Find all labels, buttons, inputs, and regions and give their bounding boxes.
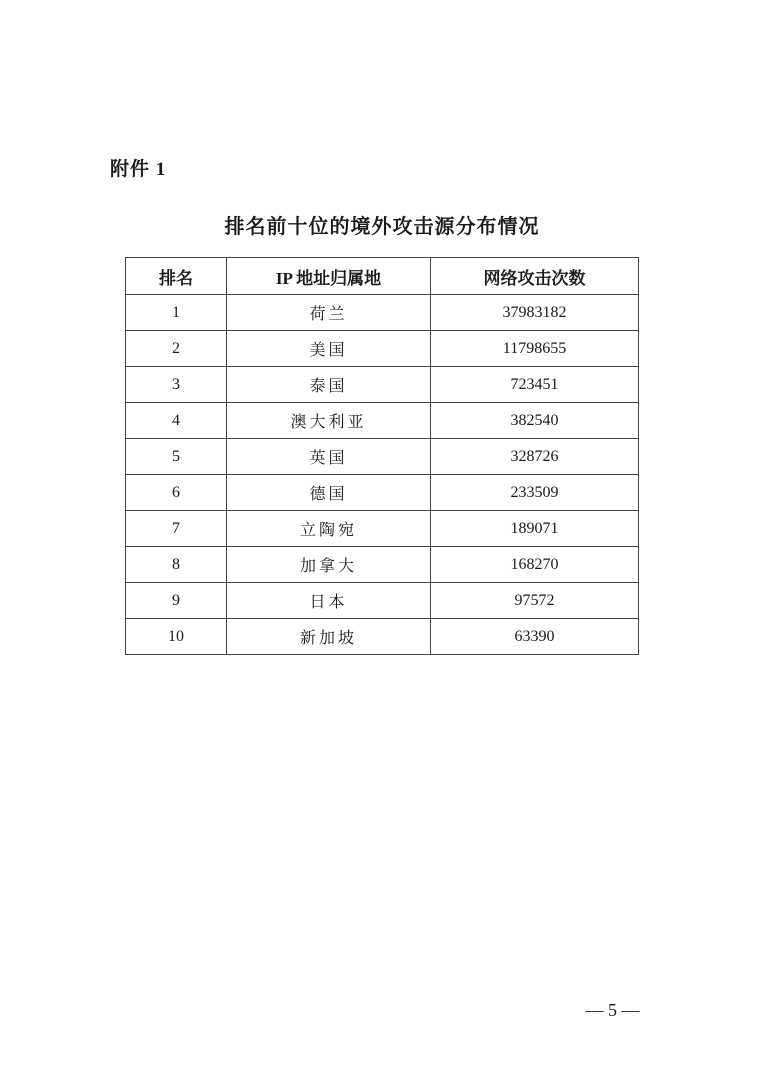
count-cell: 723451 [431, 367, 639, 403]
rank-cell: 9 [126, 583, 227, 619]
page-number: — 5 — [585, 1000, 640, 1020]
header-rank: 排名 [126, 258, 227, 295]
rank-cell: 3 [126, 367, 227, 403]
location-cell: 泰国 [227, 367, 431, 403]
table-row [126, 403, 639, 439]
table-row [126, 367, 639, 403]
rank-cell: 5 [126, 439, 227, 475]
count-cell: 233509 [431, 475, 639, 511]
count-cell: 168270 [431, 547, 639, 583]
rank-cell: 8 [126, 547, 227, 583]
location-cell: 新加坡 [227, 619, 431, 655]
count-cell: 328726 [431, 439, 639, 475]
attack-source-table [125, 257, 639, 655]
count-cell: 11798655 [431, 331, 639, 367]
rank-cell: 6 [126, 475, 227, 511]
table-row [126, 583, 639, 619]
count-cell: 189071 [431, 511, 639, 547]
location-cell: 澳大利亚 [227, 403, 431, 439]
location-cell: 英国 [227, 439, 431, 475]
document-title: 排名前十位的境外攻击源分布情况 [224, 216, 540, 238]
attachment-label: 附件 1 [110, 159, 167, 180]
table-row [126, 331, 639, 367]
table-row [126, 295, 639, 331]
count-cell: 37983182 [431, 295, 639, 331]
count-cell: 97572 [431, 583, 639, 619]
header-ip-location: IP 地址归属地 [227, 258, 431, 295]
location-cell: 美国 [227, 331, 431, 367]
location-cell: 加拿大 [227, 547, 431, 583]
location-cell: 立陶宛 [227, 511, 431, 547]
count-cell: 382540 [431, 403, 639, 439]
rank-cell: 1 [126, 295, 227, 331]
header-attack-count: 网络攻击次数 [431, 258, 639, 295]
location-cell: 日本 [227, 583, 431, 619]
rank-cell: 4 [126, 403, 227, 439]
table-row [126, 511, 639, 547]
rank-cell: 2 [126, 331, 227, 367]
rank-cell: 10 [126, 619, 227, 655]
table-row [126, 619, 639, 655]
table-row [126, 547, 639, 583]
location-cell: 荷兰 [227, 295, 431, 331]
table-header-row [126, 258, 639, 295]
count-cell: 63390 [431, 619, 639, 655]
location-cell: 德国 [227, 475, 431, 511]
rank-cell: 7 [126, 511, 227, 547]
table-row [126, 475, 639, 511]
table-row [126, 439, 639, 475]
